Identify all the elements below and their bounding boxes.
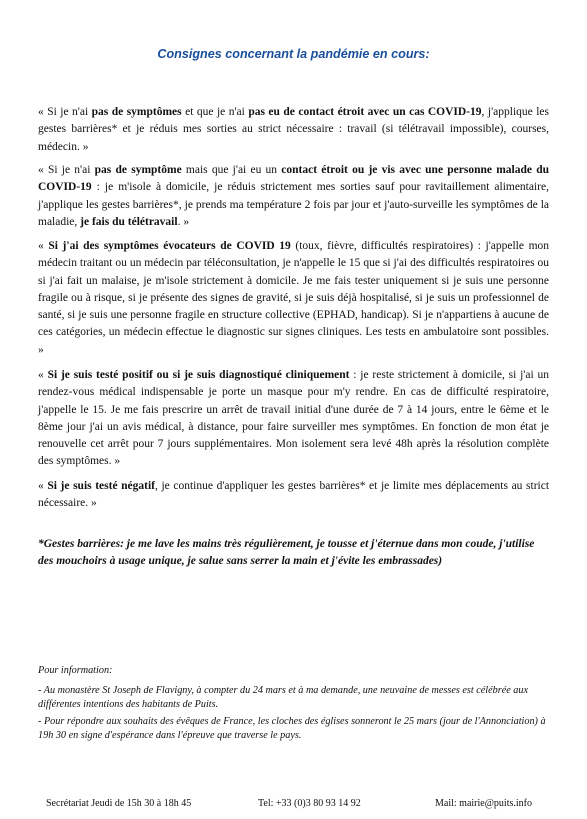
p2-text-c: mais que j'ai eu un <box>181 164 282 176</box>
p4-bold-1: Si je suis testé positif ou si je suis diagnostiqué cliniquement <box>47 369 350 381</box>
footer-secretariat-hours: Secrétariat Jeudi de 15h 30 à 18h 45 <box>46 798 192 809</box>
p3-text-a: « <box>38 240 49 252</box>
page-title: Consignes concernant la pandémie en cours: <box>157 47 430 61</box>
p2-bold-1: pas de symptôme <box>94 164 182 176</box>
paragraph-tested-positive <box>38 367 549 471</box>
p1-text-d: , j'applique les gestes barrières* et je réduis mes sorties au strict nécessaire : travail (si télétravail impossible), courses, médecin. » <box>38 106 549 153</box>
p1-bold-1: pas de symptômes <box>91 106 182 118</box>
p4-text-c: : je reste strictement à domicile, si j'ai un rendez-vous médical indispensable je porte un masque pour m'y rendre. En cas de difficulté respiratoire, j'appelle le 15. Je me fais prescrire un arrêt de travail initial d'une durée de 7 à 14 jours, entre le 6ème et le 8ème jour j'ai un avis médical, à distance, pour faire surveiller mes symptômes. En fonction de mon état je renouvelle cet arrêt pour 7 jours supplémentaires. Mon isolement sera levé 48h après la résolution complète des symptômes. » <box>38 369 549 468</box>
p5-text-c: , je continue d'appliquer les gestes barrières* et je limite mes déplacements au strict nécessaire. » <box>38 480 550 510</box>
p1-text-a: « Si je n'ai <box>38 106 92 118</box>
p2-text-e: . » <box>177 215 190 228</box>
paragraph-tested-negative <box>38 478 549 513</box>
info-item-cloches: - Pour répondre aux souhaits des évêques de France, les cloches des églises sonneront le 25 mars (jour de l'Annonciation) à 19h 30 en signe d'espérance dans l'épreuve que traverse le pays. <box>38 716 546 741</box>
p3-text-c: (toux, fièvre, difficultés respiratoires) : j'appelle mon médecin traitant ou un médecin par téléconsultation, je n'appelle le 15 que si j'ai des difficultés respiratoires ou si j'ai fait un malaise, je m'isole strictement à domicile. Je me fais tester uniquement si je suis une personne fragile ou à risque, si je présente des signes de gravité, si je suis déjà hospitalisé, si je suis un professionnel de santé, si je suis une personne fragile en structure collective (EPHAD, handicap). Si je n'appartiens à aucune de ces catégories, un médecin effectue le diagnostic sur signes cliniques. Les tests en ambulatoire sont possibles. » <box>38 240 550 356</box>
p2-text-a: « Si je n'ai <box>38 164 95 176</box>
p5-text-a: « <box>38 480 48 492</box>
p2-bold-3: je fais du télétravail <box>80 215 178 228</box>
p2-bold-2: contact étroit ou je vis avec une personne malade du COVID-19 <box>38 164 550 194</box>
p4-text-a: « <box>38 369 48 381</box>
p3-bold-1: Si j'ai des symptômes évocateurs de COVID 19 <box>48 240 291 252</box>
footer-telephone: Tel: +33 (0)3 80 93 14 92 <box>258 798 361 809</box>
p1-text-c: et que je n'ai <box>181 106 249 118</box>
paragraph-symptoms <box>38 238 549 359</box>
p1-bold-2: pas eu de contact étroit avec un cas COVID-19 <box>248 106 482 118</box>
paragraph-no-symptoms-no-contact <box>38 104 549 156</box>
footer-email: Mail: mairie@puits.info <box>435 798 532 809</box>
gestes-barrieres-note: *Gestes barrières: je me lave les mains très régulièrement, je tousse et j'éternue dans mon coude, j'utilise des mouchoirs à usage unique, je salue sans serrer la main et j'évite les embrassades) <box>38 538 535 568</box>
paragraph-no-symptoms-contact <box>38 162 549 231</box>
info-item-flavigny: - Au monastère St Joseph de Flavigny, à compter du 24 mars et à ma demande, une neuvaine de messes est célébrée aux différentes intentions des habitants de Puits. <box>38 685 529 710</box>
p5-bold-1: Si je suis testé négatif <box>47 480 156 492</box>
info-heading: Pour information: <box>38 665 113 676</box>
p2-text-d: : je m'isole à domicile, je réduis strictement mes sorties sauf pour ravitaillement alimentaire, j'applique les gestes barrières*, je prends ma température 2 fois par jour et j'auto-surveille les symptômes de la maladie, <box>38 181 549 228</box>
